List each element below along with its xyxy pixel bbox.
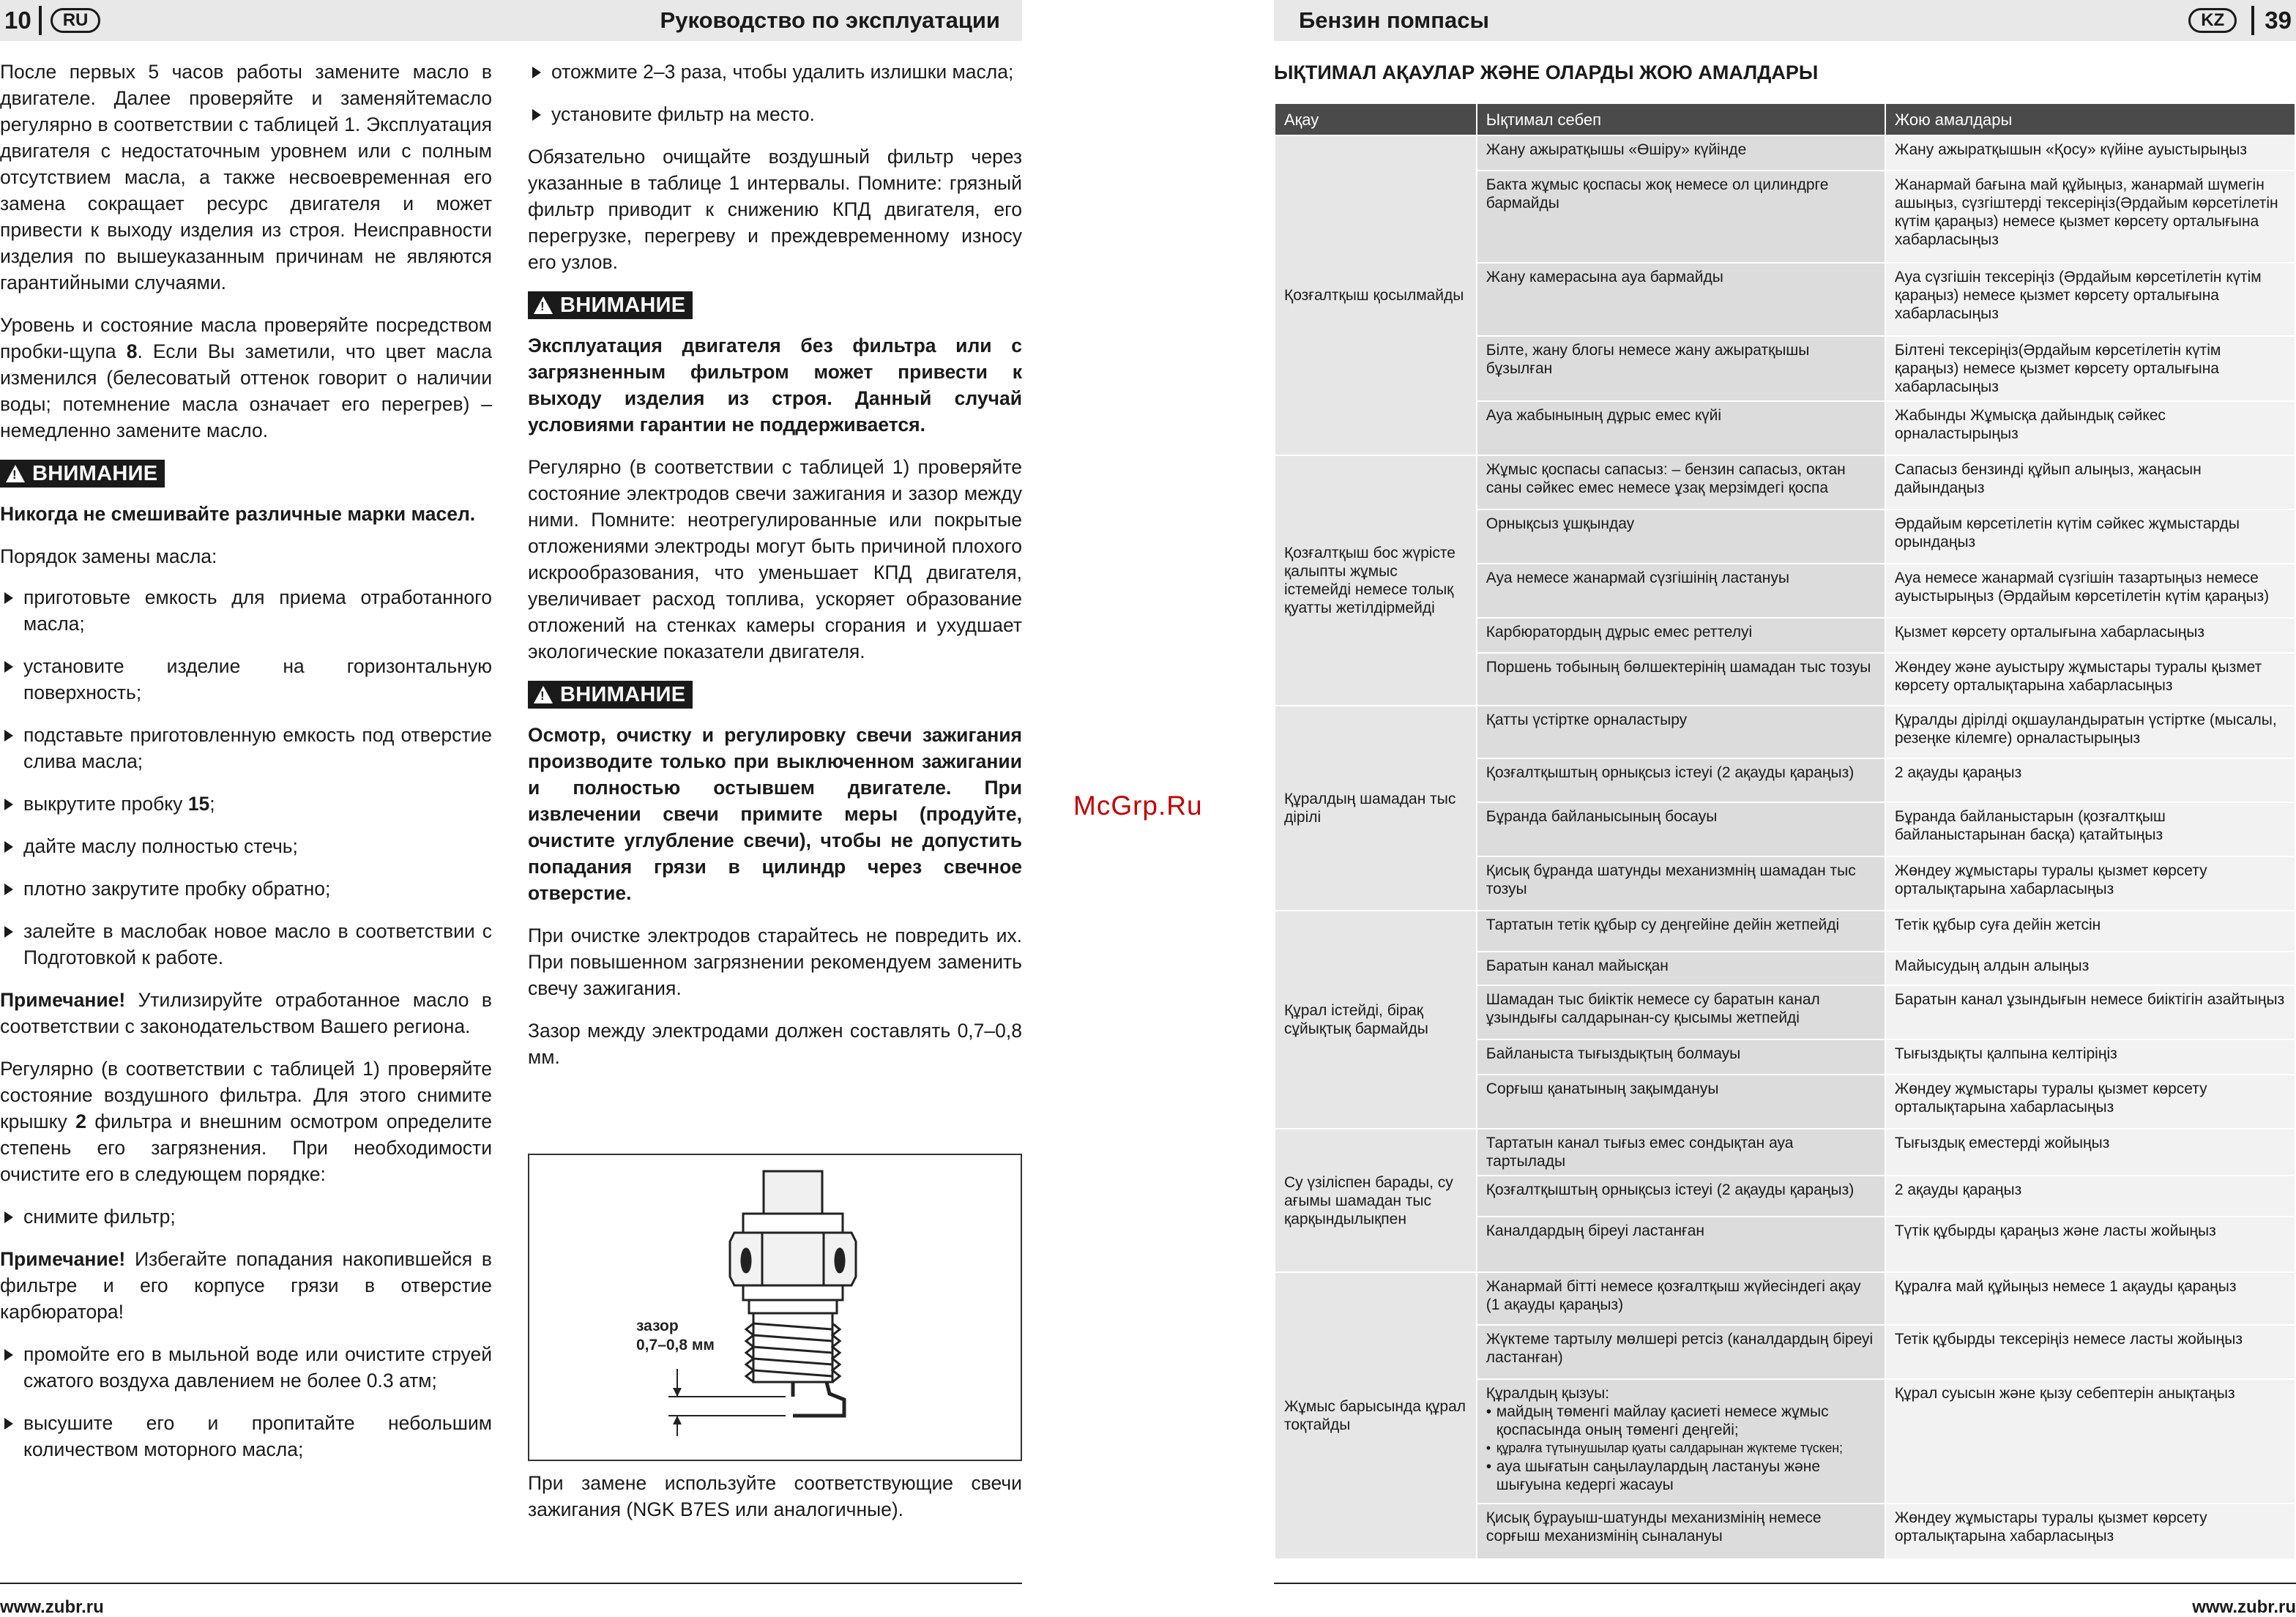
troubleshooting-table xyxy=(1274,102,2296,1560)
cause-cell: Қозғалтқыштың орнықсыз істеуі (2 ақауды қараңыз) xyxy=(1477,758,1885,802)
spark-plug-drawing xyxy=(529,1155,1021,1460)
cause-cell: Тартатын канал тығыз емес сондықтан ауа тартылады xyxy=(1477,1129,1885,1176)
fix-cell: Жөндеу жұмыстары туралы қызмет көрсету орталықтарына хабарласыңыз xyxy=(1885,856,2295,911)
list-item: залейте в маслобак новое масло в соответствии с Подготовкой к работе. xyxy=(0,918,492,971)
fix-cell: Жөндеу және ауыстыру жұмыстары туралы қызмет көрсету орталықтарына хабарласыңыз xyxy=(1885,653,2295,706)
list-item: • құралға түтынушылар қуаты салдарынан жүктеме түскен; xyxy=(1486,1439,1876,1457)
cause-cell: Жұмыс қоспасы сапасыз: – бензин сапасыз, октан саны сәйкес емес немесе ұзақ мерзімдегі қоспа xyxy=(1477,455,1885,509)
left-page-number: 10 xyxy=(4,7,31,34)
fix-cell: Тығыздық еместерді жойыңыз xyxy=(1885,1129,2295,1176)
fix-cell: Құралды дірілді оқшауландыратын үстіртке (мысалы, резеңке кілемге) орналастырыңыз xyxy=(1885,706,2295,758)
cause-list xyxy=(1486,1403,1876,1494)
paragraph: При замене используйте соответствующие свечи зажигания (NGK B7ES или аналогичные). xyxy=(528,1472,1022,1520)
warning-icon: ! xyxy=(6,465,25,482)
table-row xyxy=(1275,911,2295,952)
fix-cell: Әрдайым көрсетілетін күтім сәйкес жұмыстарды орындаңыз xyxy=(1885,509,2295,564)
warning-label: ! ВНИМАНИЕ xyxy=(528,291,693,319)
ground-electrode xyxy=(793,1382,844,1416)
fix-cell: Құрал суысын және қызу себептерін анықтаңыз xyxy=(1885,1379,2295,1504)
footer-url-left[interactable]: www.zubr.ru xyxy=(0,1597,104,1617)
header-divider xyxy=(39,6,42,35)
insulator-top xyxy=(764,1171,822,1214)
section-title: ЫҚТИМАЛ АҚАУЛАР ЖӘНЕ ОЛАРДЫ ЖОЮ АМАЛДАРЫ xyxy=(1274,61,1819,83)
list-item: • ауа шығатын саңылаулардың ластануы және шығуына кедергі жасауы xyxy=(1486,1457,1876,1494)
cause-cell: Байланыста тығыздықтың болмауы xyxy=(1477,1039,1885,1075)
cause-cell: Ауа немесе жанармай сүзгішінің ластануы xyxy=(1477,564,1885,618)
cause-cell: Бұранда байланысының босауы xyxy=(1477,802,1885,856)
list-item: снимите фильтр; xyxy=(0,1203,492,1230)
left-page-header xyxy=(0,0,1022,41)
cause-cell: Жанармай бітті немесе қозғалтқыш жүйесіндегі ақау (1 ақауды қараңыз) xyxy=(1477,1272,1885,1325)
cause-cell: Қатты үстіртке орналастыру xyxy=(1477,706,1885,758)
cause-title: Құралдың қызуы: xyxy=(1486,1385,1610,1402)
paragraph: После первых 5 часов работы замените масло в двигателе. Далее проверяйте и заменяйтемасло регулярно в соответствии с таблицей 1. Эксплуатация двигателя с недостаточным уровнем или с полным отсутствием масла, а также несвоевременная его замена сокращает ресурс двигателя и может привести к выходу изделия из строя. Неисправности изделия по вышеуказанным причинам не являются гарантийными случаями. xyxy=(0,61,492,294)
bullet-list xyxy=(0,1341,492,1463)
footer-rule xyxy=(0,1583,1022,1584)
column-header: Жою амалдары xyxy=(1885,103,2295,135)
cause-cell: Бакта жұмыс қоспасы жоқ немесе ол цилиндрге бармайды xyxy=(1477,171,1885,263)
list-item: отожмите 2–3 раза, чтобы удалить излишки масла; xyxy=(528,59,1022,85)
warning-label: ! ВНИМАНИЕ xyxy=(528,681,693,709)
cause-cell: Орнықсыз ұшқындау xyxy=(1477,509,1885,564)
fix-cell: Баратын канал ұзындығын немесе биіктігін азайтыңыз xyxy=(1885,985,2295,1039)
cause-cell: Жүктеме тартылу мөлшері ретсіз (каналдардың біреуі ластанған) xyxy=(1477,1325,1885,1379)
fix-cell: Жану ажыратқышын «Қосу» күйіне ауыстырыңыз xyxy=(1885,135,2295,171)
table-header-row xyxy=(1275,103,2295,135)
fix-cell: Жанармай бағына май құйыңыз, жанармай шүмегін ашыңыз, сүзгіштерді тексеріңіз(Әрдайым көрсетілетін күтім қараңыз) немесе қызмет көрсету орталығына хабарласыңыз xyxy=(1885,171,2295,263)
cause-cell: Шамадан тыс биіктік немесе су баратын канал ұзындығы салдарынан-су қысымы жетпейді xyxy=(1477,985,1885,1039)
bullet-list xyxy=(0,584,492,971)
footer-url-right[interactable]: www.zubr.ru xyxy=(2192,1597,2296,1617)
fix-cell: Білтені тексеріңіз(Әрдайым көрсетілетін күтім қараңыз) немесе қызмет көрсету орталығына хабарласыңыз xyxy=(1885,336,2295,401)
fault-cell: Қозғалтқыш бос жүрісте қалыпты жұмыс істемейді немесе толық қуатты жетілдірмейді xyxy=(1275,455,1477,706)
watermark: McGrp.Ru xyxy=(1073,791,1203,821)
fix-cell: Майысудың алдын алыңыз xyxy=(1885,952,2295,985)
cause-cell: Қозғалтқыштың орнықсыз істеуі (2 ақауды қараңыз) xyxy=(1477,1176,1885,1217)
list-item: приготовьте емкость для приема отработанного масла; xyxy=(0,584,492,637)
spark-plug-figure xyxy=(528,1154,1022,1461)
paragraph: Уровень и состояние масла проверяйте посредством пробки-щупа 8. Если Вы заметили, что цвет масла изменился (белесоватый оттенок говорит о наличии воды; потемнение масла означает его перегрев) – немедленно замените масло. xyxy=(0,314,492,441)
column-header: Ықтимал себеп xyxy=(1477,103,1885,135)
text-column-2 xyxy=(528,59,1022,1086)
right-page-header xyxy=(1274,0,2296,41)
list-item: выкрутите пробку 15; xyxy=(0,791,492,817)
fix-cell: Тығыздықты қалпына келтіріңіз xyxy=(1885,1039,2295,1075)
table-row xyxy=(1275,135,2295,171)
fix-cell: Ауа сүзгішін тексеріңіз (Әрдайым көрсетілетін күтім қараңыз) немесе қызмет көрсету орталығына хабарласыңыз xyxy=(1885,263,2295,336)
right-page-number: 39 xyxy=(2265,7,2292,34)
fix-cell: Қызмет көрсету орталығына хабарласыңыз xyxy=(1885,618,2295,653)
table-row xyxy=(1275,706,2295,758)
list-item: подставьте приготовленную емкость под отверстие слива масла; xyxy=(0,722,492,774)
fix-cell: Сапасыз бензинді құйып алыңыз, жаңасын дайындаңыз xyxy=(1885,455,2295,509)
fix-cell: 2 ақауды қараңыз xyxy=(1885,758,2295,802)
table-row xyxy=(1275,1129,2295,1176)
list-item: • майдың төменгі майлау қасиеті немесе жұмыс қоспасында оның төменгі деңгейі; xyxy=(1486,1403,1876,1439)
text-column-1 xyxy=(0,59,492,1479)
warning-icon: ! xyxy=(534,686,553,703)
fix-cell: Жөндеу жұмыстары туралы қызмет көрсету орталықтарына хабарласыңыз xyxy=(1885,1504,2295,1559)
cause-cell: Жану ажыратқышы «Өшіру» күйінде xyxy=(1477,135,1885,171)
list-item: плотно закрутите пробку обратно; xyxy=(0,875,492,902)
cause-cell: Жану камерасына ауа бармайды xyxy=(1477,263,1885,336)
fault-cell: Су үзіліспен барады, су ағымы шамадан тыс қарқындылықпен xyxy=(1275,1129,1477,1272)
list-item: промойте его в мыльной воде или очистите струей сжатого воздуха давлением не более 0.3 атм; xyxy=(0,1341,492,1394)
cause-cell: Карбюратордың дұрыс емес реттелуі xyxy=(1477,618,1885,653)
fix-cell: Ауа немесе жанармай сүзгішін тазартыңыз немесе ауыстырыңыз (Әрдайым көрсетілетін күтім қараңыз) xyxy=(1885,564,2295,618)
paragraph: При очистке электродов старайтесь не повредить их. При повышенном загрязнении рекомендуем заменить свечу зажигания. xyxy=(528,925,1022,999)
cause-cell: Қисық бұранда шатунды механизмнің шамадан тыс тозуы xyxy=(1477,856,1885,911)
warning-text: Никогда не смешивайте различные марки масел. xyxy=(0,503,476,525)
warning-label: ! ВНИМАНИЕ xyxy=(0,460,165,488)
paragraph: Регулярно (в соответствии с таблицей 1) проверяйте состояние электродов свечи зажигания и зазор между ними. Помните: неотрегулированные или покрытые отложениями электроды могут быть причиной плохого искрообразования, что уменьшает КПД двигателя, увеличивает расход топлива, ускоряет образование отложений на стенках камеры сгорания и ухудшает экологические показатели двигателя. xyxy=(528,456,1022,662)
cause-cell: Каналдардың біреуі ластанған xyxy=(1477,1217,1885,1272)
fix-cell: Жабынды Жұмысқа дайындық сәйкес орналастырыңыз xyxy=(1885,401,2295,455)
gap-value: 0,7–0,8 мм xyxy=(636,1337,715,1353)
cause-cell: Поршень тобының бөлшектерінің шамадан тыс тозуы xyxy=(1477,653,1885,706)
fix-cell: 2 ақауды қараңыз xyxy=(1885,1176,2295,1217)
cause-cell: Баратын канал майысқан xyxy=(1477,952,1885,985)
fault-cell: Құралдың шамадан тыс дірілі xyxy=(1275,706,1477,911)
cause-cell: Ауа жабынының дұрыс емес күйі xyxy=(1477,401,1885,455)
list-item: высушите его и пропитайте небольшим количеством моторного масла; xyxy=(0,1410,492,1463)
paragraph: Регулярно (в соответствии с таблицей 1) проверяйте состояние воздушного фильтра. Для этого снимите крышку 2 фильтра и внешним осмотром определите степень его загрязнения. При необходимости очистите его в следующем порядке: xyxy=(0,1058,492,1185)
fix-cell: Жөндеу жұмыстары туралы қызмет көрсету орталықтарына хабарласыңыз xyxy=(1885,1075,2295,1129)
list-item: установите фильтр на место. xyxy=(528,101,1022,127)
cause-cell: Сорғыш қанатының зақымдануы xyxy=(1477,1075,1885,1129)
left-page-title: Руководство по эксплуатации xyxy=(660,7,1000,33)
bullet-list xyxy=(528,59,1022,127)
fix-cell: Тетік құбыр суға дейін жетсін xyxy=(1885,911,2295,952)
list-item: установите изделие на горизонтальную поверхность; xyxy=(0,653,492,706)
note: Примечание! Избегайте попадания накопившейся в фильтре и его корпусе грязи в отверстие карбюратора! xyxy=(0,1248,492,1323)
lang-badge-ru: RU xyxy=(51,8,101,33)
table-row xyxy=(1275,1272,2295,1325)
gap-label: зазор xyxy=(636,1318,679,1334)
column-header: Ақау xyxy=(1275,103,1477,135)
cause-cell: Тартатын тетік құбыр су деңгейіне дейін жетпейді xyxy=(1477,911,1885,952)
cause-cell: Қисық бұрауыш-шатунды механизмінің немесе сорғыш механизмінің сыналануы xyxy=(1477,1504,1885,1559)
warning-icon: ! xyxy=(534,296,553,314)
right-page-title: Бензин помпасы xyxy=(1299,7,1489,33)
fix-cell: Бұранда байланыстарын (қозғалтқыш байланыстарынан басқа) қатайтыңыз xyxy=(1885,802,2295,856)
fix-cell: Құралға май құйыңыз немесе 1 ақауды қараңыз xyxy=(1885,1272,2295,1325)
fault-cell: Жұмыс барысында құрал тоқтайды xyxy=(1275,1272,1477,1559)
fix-cell: Түтік құбырды қараңыз және ласты жойыңыз xyxy=(1885,1217,2295,1272)
cause-cell xyxy=(1477,1379,1885,1504)
paragraph: Зазор между электродами должен составлять 0,7–0,8 мм. xyxy=(528,1020,1022,1068)
warning-text: Осмотр, очистку и регулировку свечи зажигания производите только при выключенном зажигании и полностью остывшем двигателе. При извлечении свечи примите меры (продуйте, очистите углубление свечи), чтобы не допустить попадания грязи в цилиндр через свечное отверстие. xyxy=(528,724,1022,904)
footer-rule xyxy=(1274,1583,2296,1584)
fault-cell: Қозғалтқыш қосылмайды xyxy=(1275,135,1477,455)
paragraph: Обязательно очищайте воздушный фильтр через указанные в таблице 1 интервалы. Помните: грязный фильтр приводит к снижению КПД двигателя, его перегрузке, перегреву и преждевременному износу его узлов. xyxy=(528,146,1022,273)
table-row xyxy=(1275,455,2295,509)
lang-badge-kz: KZ xyxy=(2188,8,2237,33)
cause-cell: Білте, жану блогы немесе жану ажыратқышы бұзылған xyxy=(1477,336,1885,401)
bullet-list xyxy=(0,1203,492,1230)
warning-text: Эксплуатация двигателя без фильтра или с загрязненным фильтром может привести к выходу изделия из строя. Данный случай условиями гарантии не поддерживается. xyxy=(528,335,1022,436)
list-item: дайте маслу полностью стечь; xyxy=(0,833,492,859)
text-column-2-bottom xyxy=(528,1470,1022,1539)
paragraph: Порядок замены масла: xyxy=(0,545,217,567)
fix-cell: Тетік құбырды тексеріңіз немесе ласты жойыңыз xyxy=(1885,1325,2295,1379)
fault-cell: Құрал істейді, бірақ сұйықтық бармайды xyxy=(1275,911,1477,1129)
note: Примечание! Утилизируйте отработанное масло в соответствии с законодательством Вашего региона. xyxy=(0,989,492,1037)
